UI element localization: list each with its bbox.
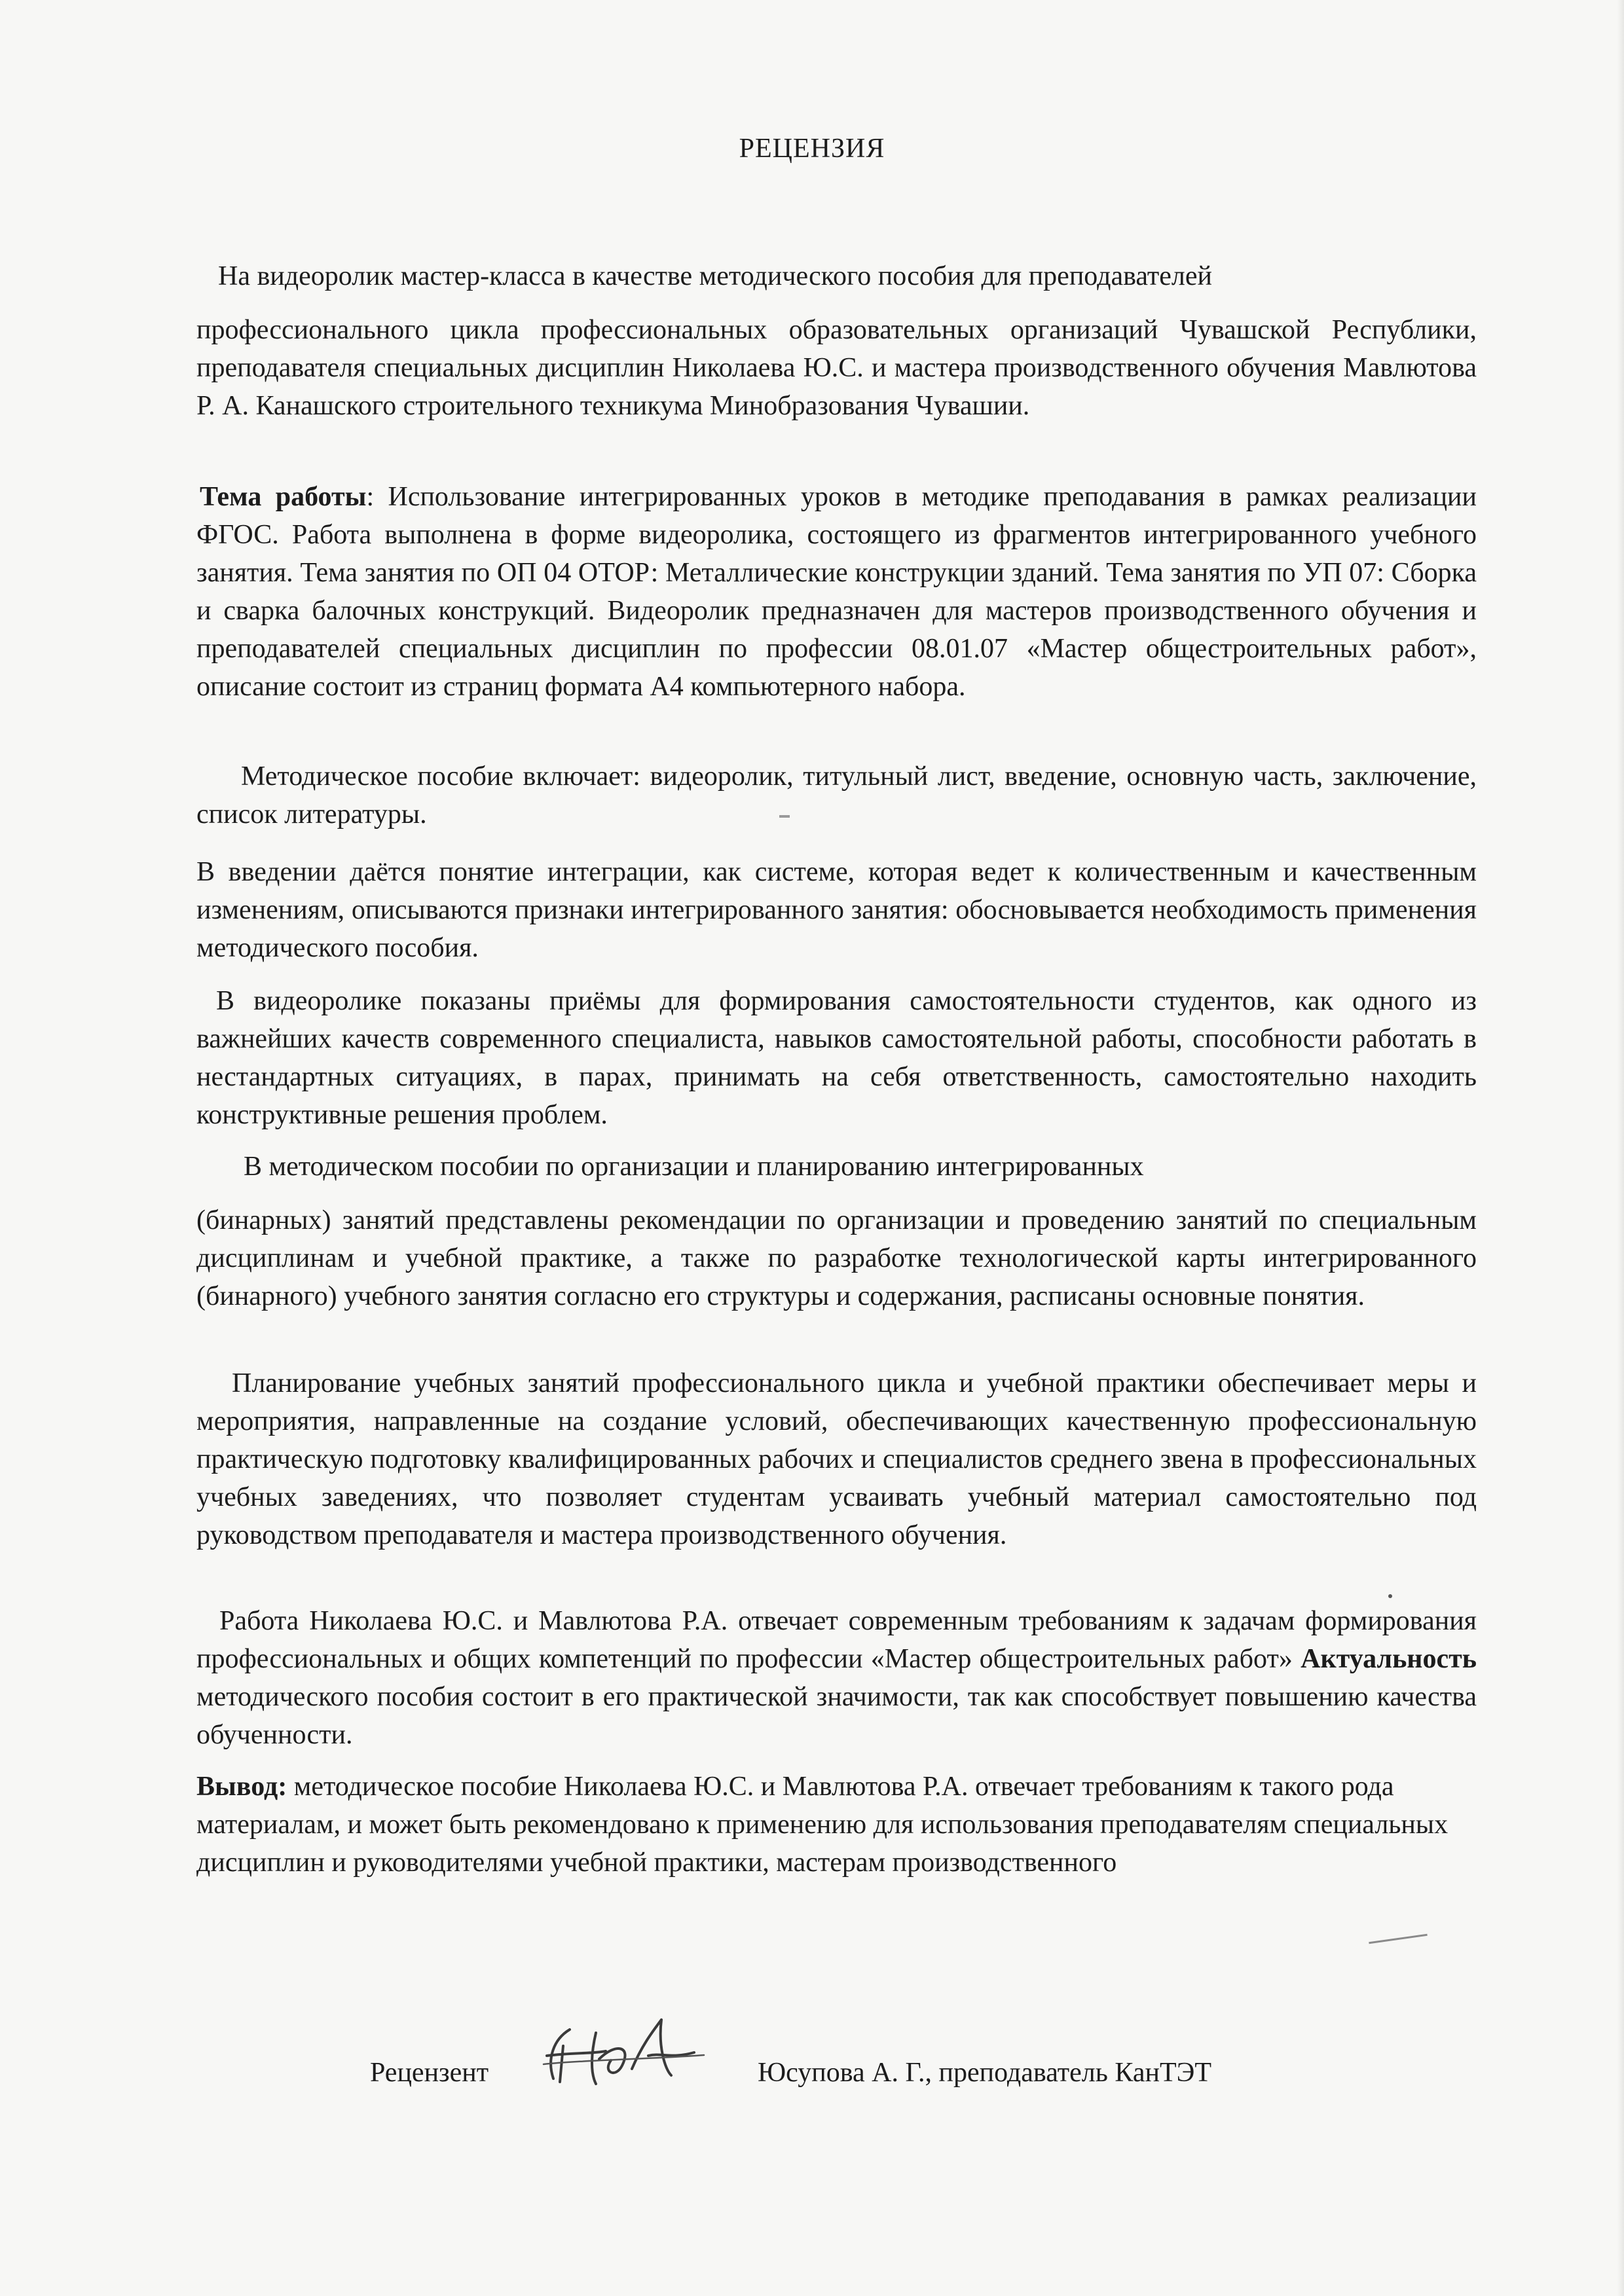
signature-row <box>0 2046 1624 2105</box>
reviewer-label: Рецензент <box>370 2058 489 2088</box>
work-paragraph <box>196 1602 1477 1754</box>
scan-speck <box>779 815 790 818</box>
contents-paragraph: Методическое пособие включает: видеоролик, титульный лист, введение, основную часть, заключение, список литературы. <box>196 761 1477 829</box>
topic-paragraph <box>196 478 1477 706</box>
work-text-before: Работа Николаева Ю.С. и Мавлютова Р.А. отвечает современным требованиям к задачам формирования профессиональных и общих компетенций по профессии «Мастер общестроительных работ» <box>196 1606 1477 1674</box>
handwritten-signature <box>534 2007 717 2092</box>
intro-line: На видеоролик мастер-класса в качестве методического пособия для преподавателей <box>218 261 1213 291</box>
topic-text: : Использование интегрированных уроков в методике преподавания в рамках реализации ФГОС. Работа выполнена в форме видеоролика, состоящего из фрагментов интегрированного учебного занятия. Тема занятия по ОП 04 ОТОР: Металлические конструкции зданий. Тема занятия по УП 07: Сборка и сварка балочных конструкций. Видеоролик предназначен для мастеров производственного обучения и преподавателей специальных дисциплин по профессии 08.01.07 «Мастер общестроительных работ», описание состоит из страниц формата А4 компьютерного набора. <box>196 482 1477 702</box>
introduction-paragraph: В введении даётся понятие интеграции, как системе, которая ведет к количественным и качественным изменениям, описываются признаки интегрированного занятия: обосновывается необходимость применения методического пособия. <box>196 857 1477 963</box>
reviewer-name: Юсупова А. Г., преподаватель КанТЭТ <box>758 2058 1211 2088</box>
conclusion-block <box>196 1768 1477 1882</box>
video-block <box>196 982 1477 1134</box>
planning-block <box>196 1364 1477 1554</box>
topic-block <box>196 478 1477 706</box>
work-block <box>196 1602 1477 1754</box>
topic-label: Тема работы <box>200 482 367 512</box>
binary-continuation-block <box>196 1201 1477 1315</box>
scan-speck <box>1369 1934 1428 1944</box>
introduction-block <box>196 853 1477 967</box>
binary-first-line-block <box>196 1148 1477 1186</box>
conclusion-text: методическое пособие Николаева Ю.С. и Мавлютова Р.А. отвечает требованиям к такого рода материалам, и может быть рекомендовано к применению для использования преподавателям специальных дисциплин и руководителями учебной практики, мастерам производственного <box>196 1772 1449 1878</box>
binary-first-line: В методическом пособии по организации и планированию интегрированных <box>244 1152 1144 1182</box>
intro-continuation-block <box>196 311 1477 425</box>
page-title: РЕЦЕНЗИЯ <box>739 134 885 164</box>
work-actuality-label: Актуальность <box>1301 1644 1477 1674</box>
intro-continuation: профессионального цикла профессиональных образовательных организаций Чувашской Республики, преподавателя специальных дисциплин Николаева Ю.С. и мастера производственного обучения Мавлютова Р. А. Канашского строительного техникума Минобразования Чувашии. <box>196 315 1477 421</box>
intro-first-line-block <box>196 257 1477 295</box>
scan-edge <box>1617 0 1624 2296</box>
binary-continuation: (бинарных) занятий представлены рекомендации по организации и проведению занятий по специальным дисциплинам и учебной практике, а также по разработке технологической карты интегрированного (бинарного) учебного занятия согласно его структуры и содержания, расписаны основные понятия. <box>196 1205 1477 1311</box>
conclusion-paragraph <box>196 1768 1477 1882</box>
video-paragraph: В видеоролике показаны приёмы для формирования самостоятельности студентов, как одного из важнейших качеств современного специалиста, навыков самостоятельной работы, способности работать в нестандартных ситуациях, в парах, принимать на себя ответственность, самостоятельно находить конструктивные решения проблем. <box>196 986 1477 1130</box>
planning-paragraph: Планирование учебных занятий профессионального цикла и учебной практики обеспечивает меры и мероприятия, направленные на создание условий, обеспечивающих качественную профессиональную практическую подготовку квалифицированных рабочих и специалистов среднего звена в профессиональных учебных заведениях, что позволяет студентам усваивать учебный материал самостоятельно под руководством преподавателя и мастера производственного обучения. <box>196 1368 1477 1550</box>
conclusion-label: Вывод: <box>196 1772 287 1802</box>
contents-block <box>196 757 1477 833</box>
scan-speck <box>1388 1594 1392 1598</box>
work-text-after: методического пособия состоит в его практической значимости, так как способствует повышению качества обученности. <box>196 1682 1477 1750</box>
